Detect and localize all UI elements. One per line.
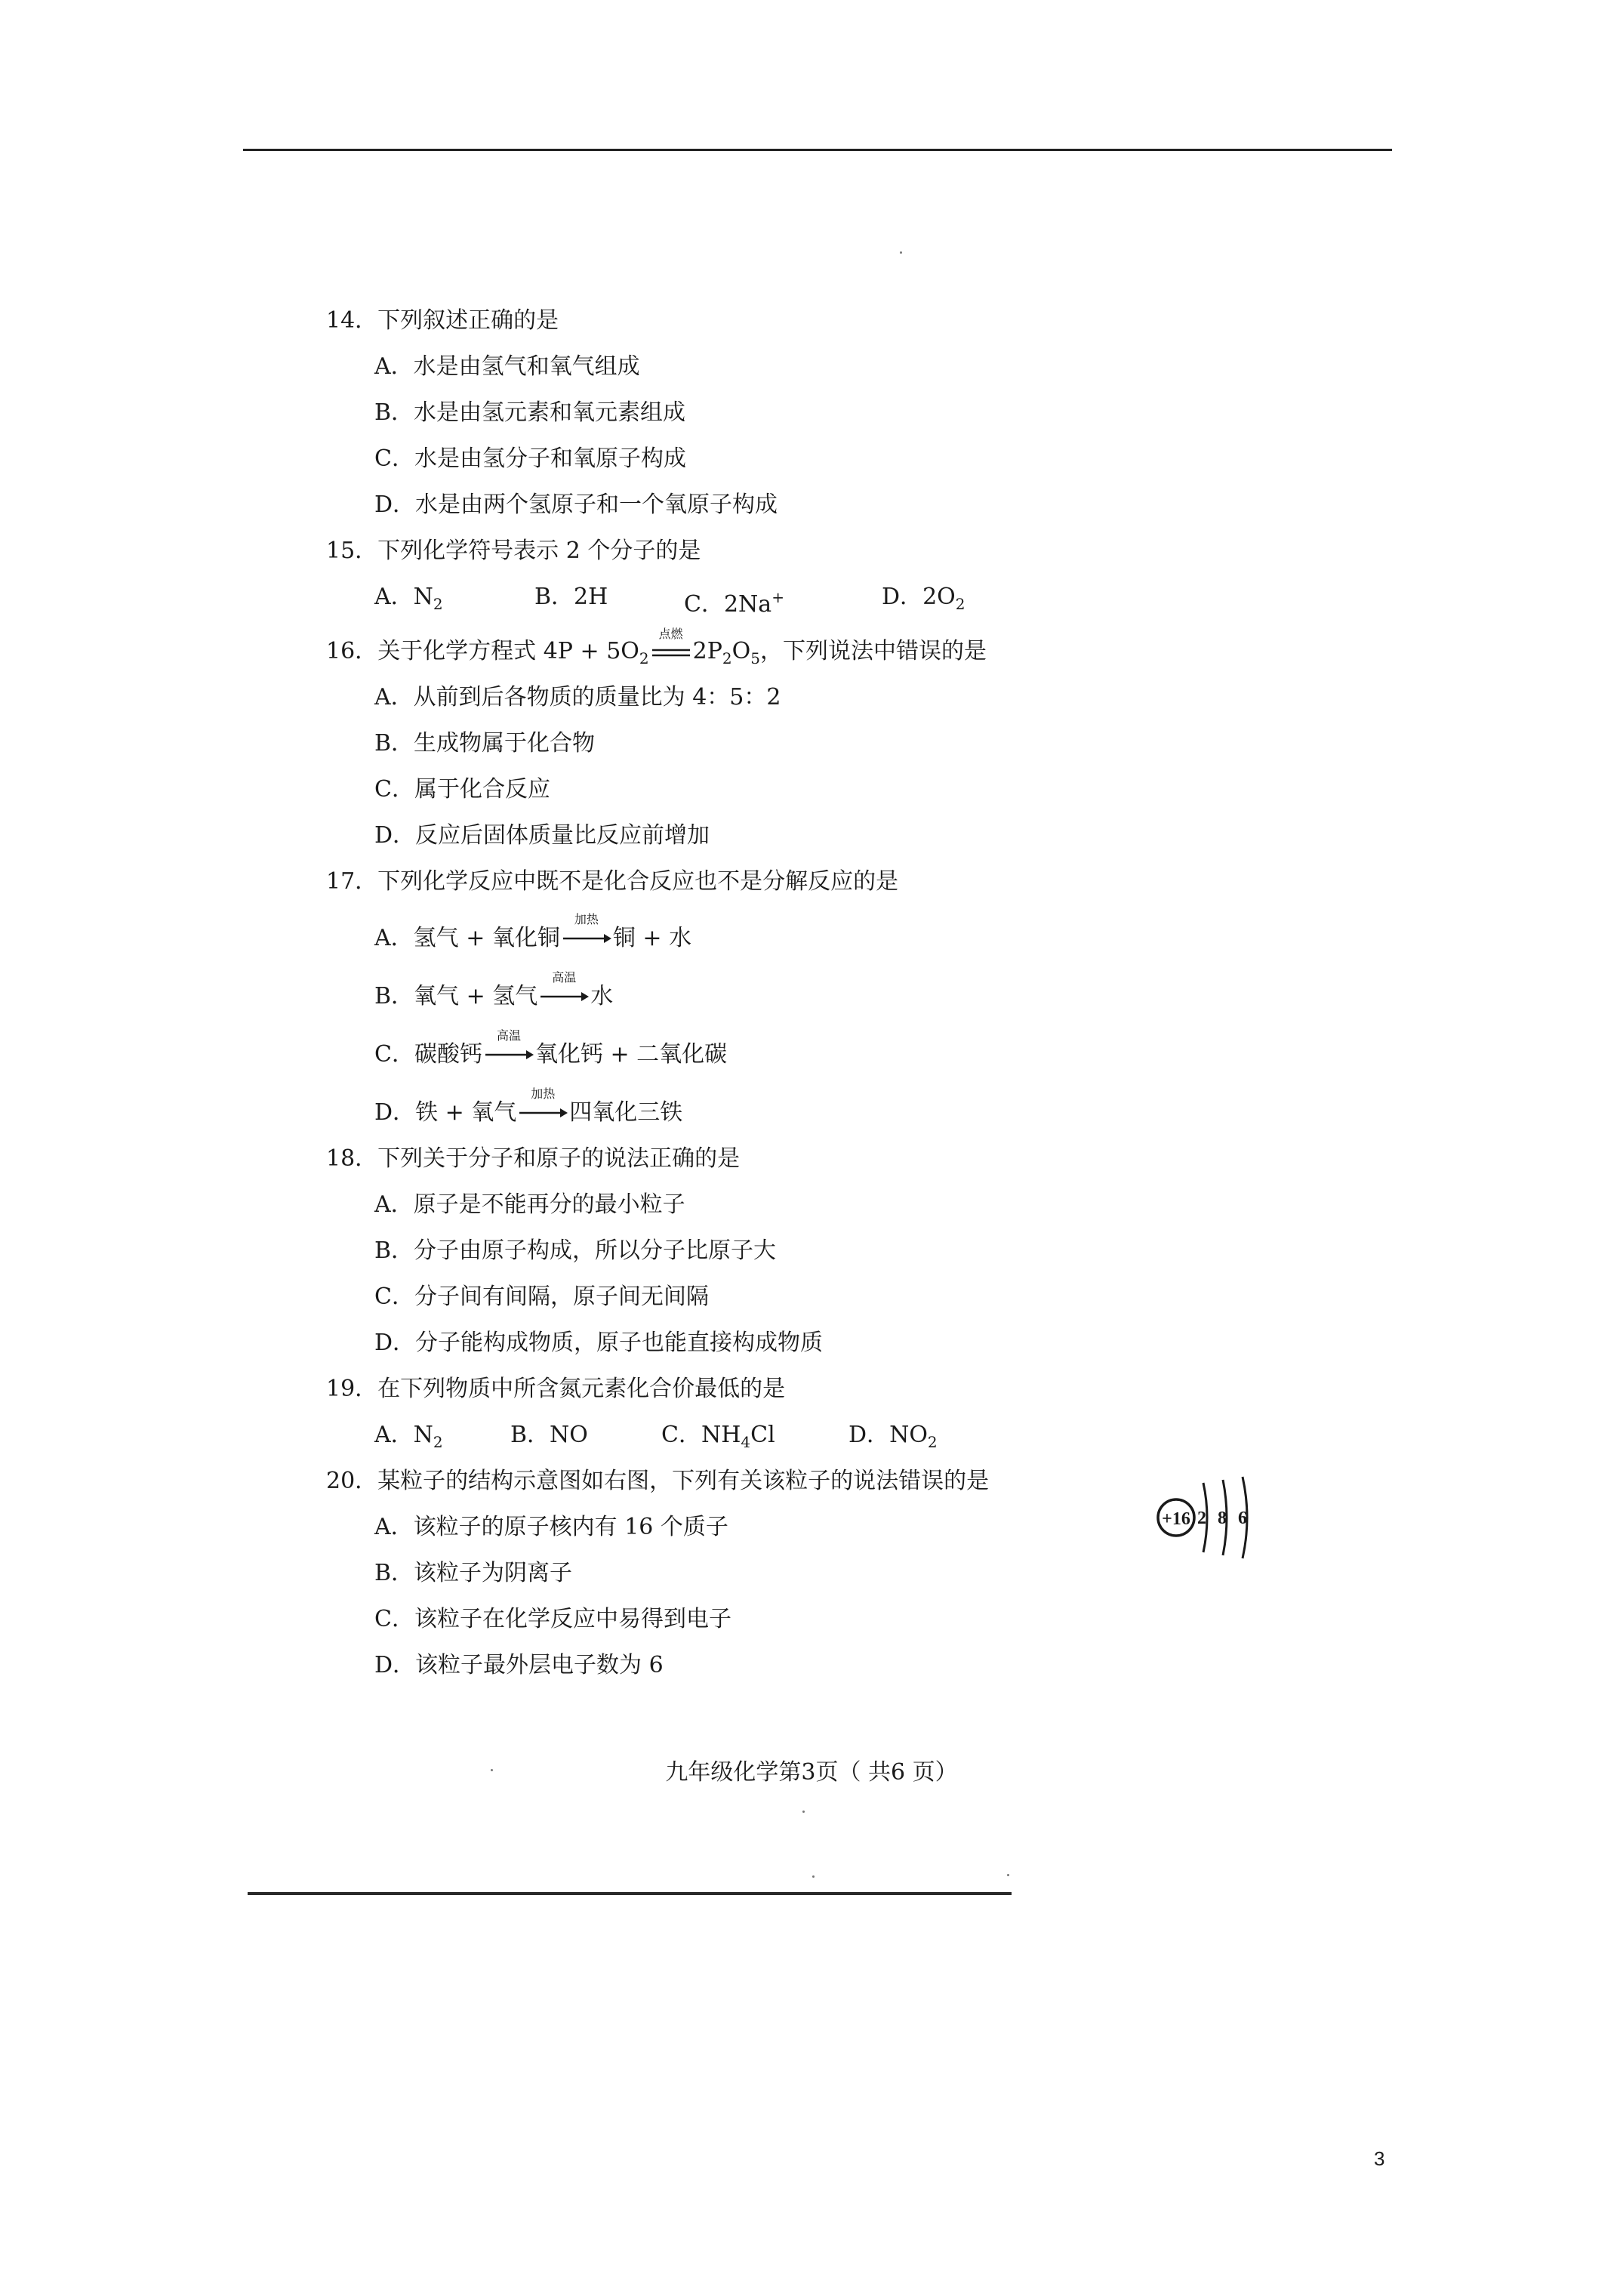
q15-d-formula: 2O [922,584,956,610]
q18-option-d: D．分子能构成物质，原子也能直接构成物质 [374,1330,824,1356]
q15-a-subscript: 2 [433,595,443,613]
top-rule [243,149,1392,151]
q17-a-products: 铜 + 水 [612,925,692,951]
q17-c-label: C． [374,1041,414,1068]
q19-d-label: D． [848,1422,890,1448]
q14-option-c: C．水是由氢分子和氧原子构成 [374,445,686,472]
q16-option-c: C．属于化合反应 [374,776,550,803]
q17-a-arrow [562,912,611,954]
reaction-arrow-icon [484,1047,534,1062]
reaction-arrow-icon [562,931,611,946]
q15-c-label: C． [684,591,724,618]
q16-option-a: A．从前到后各物质的质量比为 4：5：2 [374,684,781,710]
q19-d-formula: NO [889,1422,928,1448]
q20-stem: 20．某粒子的结构示意图如右图，下列有关该粒子的说法错误的是 [326,1468,990,1494]
shell-1-electrons: 2 [1197,1509,1206,1528]
q16-reaction-sign [651,627,691,667]
scan-speck [812,1875,815,1878]
reaction-arrow-icon [539,989,589,1004]
q20-option-c: C．该粒子在化学反应中易得到电子 [374,1606,731,1632]
atom-structure-diagram [1153,1472,1267,1563]
q16-equation-left: 关于化学方程式 4P + 5O [377,638,639,664]
q19-a-formula: N [413,1422,433,1448]
q19-c-subscript: 4 [741,1433,751,1451]
q19-option-d [848,1420,938,1457]
q16-option-d: D．反应后固体质量比反应前增加 [374,822,710,849]
q15-d-label: D． [882,584,923,610]
shell-2-electrons: 8 [1218,1509,1227,1528]
q16-option-b: B．生成物属于化合物 [374,730,596,757]
q19-stem: 19．在下列物质中所含氮元素化合价最低的是 [326,1376,786,1402]
q16-number: 16． [326,638,378,664]
q19-option-a [374,1420,443,1457]
q17-a-reactants: 氢气 + 氧化铜 [413,925,560,951]
q17-option-b [374,970,614,1012]
q17-d-label: D． [374,1099,416,1126]
q16-subscript-3: 5 [750,649,760,667]
q19-option-b [510,1420,588,1450]
q17-a-label: A． [374,925,414,951]
q17-b-label: B． [374,983,414,1009]
q14-option-d: D．水是由两个氢原子和一个氧原子构成 [374,492,778,518]
q16-stem-tail: ，下列说法中错误的是 [759,638,987,664]
q20-option-b: B．该粒子为阴离子 [374,1560,573,1586]
page-number: 3 [1374,2147,1385,2170]
q20-option-d: D．该粒子最外层电子数为 6 [374,1652,664,1678]
q16-product-o: O [731,638,751,664]
q17-c-products: 氧化钙 + 二氧化碳 [534,1041,728,1068]
scan-speck [900,251,902,254]
double-bar-sign-icon [651,646,691,661]
q19-option-c [661,1420,775,1457]
shell-3-electrons: 6 [1238,1509,1247,1528]
q15-b-label: B． [534,584,574,610]
q17-d-arrow [518,1086,568,1128]
q17-stem: 17．下列化学反应中既不是化合反应也不是分解反应的是 [326,868,899,895]
q16-subscript-1: 2 [639,649,649,667]
q17-a-condition: 加热 [574,912,599,926]
q17-option-c [374,1028,728,1070]
q15-a-label: A． [374,584,414,610]
q15-stem: 15．下列化学符号表示 2 个分子的是 [326,538,701,564]
q17-d-condition: 加热 [531,1086,556,1101]
nucleus-charge: +16 [1162,1509,1190,1529]
q17-b-products: 水 [590,983,614,1009]
q17-b-arrow [539,970,589,1012]
q16-condition: 点燃 [658,627,683,641]
q17-c-condition: 高温 [496,1028,521,1043]
scan-speck [802,1811,805,1813]
q19-c-formula: NH [701,1422,741,1448]
page-footer: 九年级化学第3页（ 共6 页） [665,1759,958,1786]
reaction-arrow-icon [518,1105,568,1120]
scan-speck [1007,1874,1009,1876]
q17-c-arrow [484,1028,534,1070]
q19-c-formula-tail: Cl [750,1422,775,1448]
q17-b-reactants: 氧气 + 氢气 [414,983,538,1009]
q15-c-superscript: + [771,588,784,606]
q17-c-reactants: 碳酸钙 [414,1041,482,1068]
q15-option-d [882,582,965,619]
q15-a-formula: N [413,584,433,610]
q15-b-formula: 2H [574,584,608,610]
q15-option-a [374,582,443,619]
q19-a-label: A． [374,1422,414,1448]
q18-stem: 18．下列关于分子和原子的说法正确的是 [326,1145,741,1172]
q15-d-subscript: 2 [955,595,965,613]
bottom-rule [248,1892,1012,1895]
q16-product: 2P [692,638,722,664]
q15-option-c [684,582,784,620]
q14-option-a: A．水是由氢气和氧气组成 [374,353,640,380]
q16-stem [326,627,987,667]
q17-option-a [374,912,692,954]
q20-option-a: A．该粒子的原子核内有 16 个质子 [374,1514,728,1540]
q19-b-formula: NO [550,1422,588,1448]
q19-b-label: B． [510,1422,550,1448]
q19-a-subscript: 2 [433,1433,443,1451]
q19-c-label: C． [661,1422,701,1448]
q18-option-c: C．分子间有间隔，原子间无间隔 [374,1284,709,1310]
q18-option-b: B．分子由原子构成，所以分子比原子大 [374,1237,777,1264]
q15-option-b [534,582,608,612]
q16-subscript-2: 2 [722,649,732,667]
q17-b-condition: 高温 [552,970,577,985]
q15-c-formula: 2Na [723,591,772,618]
q14-option-b: B．水是由氢元素和氧元素组成 [374,399,686,426]
q17-d-reactants: 铁 + 氧气 [415,1099,517,1126]
q14-stem: 14．下列叙述正确的是 [326,307,559,334]
q19-d-subscript: 2 [927,1433,938,1451]
q17-option-d [374,1086,683,1128]
q18-option-a: A．原子是不能再分的最小粒子 [374,1191,685,1218]
q17-d-products: 四氧化三铁 [569,1099,683,1126]
scan-speck [491,1769,493,1771]
